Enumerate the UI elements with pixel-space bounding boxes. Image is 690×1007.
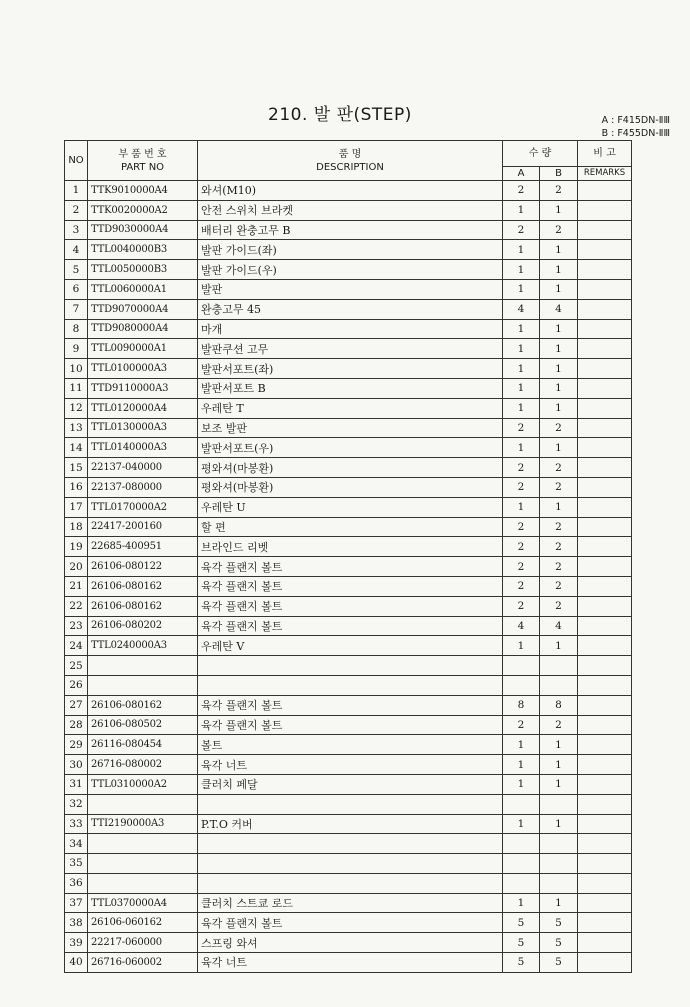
row-number: 12 <box>65 398 88 418</box>
description: 육각 플랜지 볼트 <box>198 913 503 933</box>
remarks <box>578 794 632 814</box>
description: 발판 <box>198 279 503 299</box>
remarks <box>578 933 632 953</box>
qty-a: 1 <box>503 398 540 418</box>
remarks <box>578 200 632 220</box>
header-description-en: DESCRIPTION <box>316 161 384 173</box>
qty-b: 1 <box>540 893 578 913</box>
part-number: TTD9080000A4 <box>88 319 198 339</box>
remarks <box>578 398 632 418</box>
table-row <box>65 893 632 913</box>
qty-a: 2 <box>503 477 540 497</box>
description: P.T.O 커버 <box>198 814 503 834</box>
qty-b: 1 <box>540 339 578 359</box>
qty-a: 4 <box>503 616 540 636</box>
qty-a: 1 <box>503 636 540 656</box>
qty-b: 1 <box>540 319 578 339</box>
qty-a <box>503 794 540 814</box>
description: 육각 플랜지 볼트 <box>198 576 503 596</box>
remarks <box>578 260 632 280</box>
remarks <box>578 576 632 596</box>
qty-a: 1 <box>503 497 540 517</box>
header-description <box>198 141 503 181</box>
row-number: 37 <box>65 893 88 913</box>
qty-a: 1 <box>503 814 540 834</box>
description: 배터리 완충고무 B <box>198 220 503 240</box>
row-number: 39 <box>65 933 88 953</box>
qty-a: 8 <box>503 695 540 715</box>
header-no: NO <box>65 141 88 181</box>
remarks <box>578 458 632 478</box>
part-number: TTD9070000A4 <box>88 299 198 319</box>
table-row <box>65 181 632 201</box>
qty-a: 2 <box>503 557 540 577</box>
part-number: 22217-060000 <box>88 933 198 953</box>
description: 우레탄 T <box>198 398 503 418</box>
qty-b: 1 <box>540 359 578 379</box>
qty-b: 2 <box>540 557 578 577</box>
part-number: 22137-080000 <box>88 477 198 497</box>
qty-a: 4 <box>503 299 540 319</box>
row-number: 38 <box>65 913 88 933</box>
qty-a <box>503 656 540 676</box>
table-row <box>65 735 632 755</box>
qty-a: 5 <box>503 913 540 933</box>
row-number: 24 <box>65 636 88 656</box>
row-number: 18 <box>65 517 88 537</box>
description: 발판서포트(좌) <box>198 359 503 379</box>
row-number: 33 <box>65 814 88 834</box>
row-number: 20 <box>65 557 88 577</box>
part-number: 26106-080162 <box>88 695 198 715</box>
table-row <box>65 398 632 418</box>
qty-a: 1 <box>503 200 540 220</box>
description: 클러치 스트쿄 로드 <box>198 893 503 913</box>
part-number <box>88 854 198 874</box>
table-row <box>65 576 632 596</box>
header-remarks: REMARKS <box>578 167 632 181</box>
table-row <box>65 477 632 497</box>
table-row <box>65 913 632 933</box>
part-number: TTL0040000B3 <box>88 240 198 260</box>
part-number: TTL0170000A2 <box>88 497 198 517</box>
description <box>198 873 503 893</box>
qty-b: 2 <box>540 537 578 557</box>
qty-b: 5 <box>540 933 578 953</box>
row-number: 27 <box>65 695 88 715</box>
table-row <box>65 200 632 220</box>
qty-b: 2 <box>540 596 578 616</box>
row-number: 15 <box>65 458 88 478</box>
qty-a: 5 <box>503 953 540 973</box>
description: 발판 가이드(좌) <box>198 240 503 260</box>
part-number: TTL0140000A3 <box>88 438 198 458</box>
qty-a: 2 <box>503 418 540 438</box>
remarks <box>578 537 632 557</box>
table-row <box>65 458 632 478</box>
row-number: 14 <box>65 438 88 458</box>
description: 마개 <box>198 319 503 339</box>
description: 평와셔(마봉환) <box>198 458 503 478</box>
row-number: 6 <box>65 279 88 299</box>
row-number: 29 <box>65 735 88 755</box>
table-row <box>65 497 632 517</box>
qty-b: 1 <box>540 636 578 656</box>
remarks <box>578 220 632 240</box>
header-part-no-kr: 부 품 번 호 <box>118 148 167 160</box>
qty-b: 2 <box>540 220 578 240</box>
header-part-no-en: PART NO <box>120 161 165 173</box>
model-a-label: A : F415DN-ⅡⅢ <box>601 115 670 126</box>
qty-b <box>540 854 578 874</box>
remarks <box>578 814 632 834</box>
qty-a: 1 <box>503 438 540 458</box>
remarks <box>578 378 632 398</box>
description: 육각 플랜지 볼트 <box>198 616 503 636</box>
table-row <box>65 537 632 557</box>
qty-a: 1 <box>503 378 540 398</box>
table-row <box>65 755 632 775</box>
description: 우레탄 U <box>198 497 503 517</box>
part-number: 26116-080454 <box>88 735 198 755</box>
table-row <box>65 854 632 874</box>
qty-b: 1 <box>540 735 578 755</box>
part-number: 26106-060162 <box>88 913 198 933</box>
table-row <box>65 240 632 260</box>
table-row <box>65 220 632 240</box>
table-row <box>65 814 632 834</box>
part-number: TTL0310000A2 <box>88 774 198 794</box>
qty-a: 1 <box>503 893 540 913</box>
row-number: 1 <box>65 181 88 201</box>
qty-b: 2 <box>540 477 578 497</box>
table-row <box>65 319 632 339</box>
remarks <box>578 339 632 359</box>
remarks <box>578 181 632 201</box>
remarks <box>578 359 632 379</box>
qty-b: 2 <box>540 715 578 735</box>
part-number: TTL0120000A4 <box>88 398 198 418</box>
remarks <box>578 636 632 656</box>
description: 우레탄 V <box>198 636 503 656</box>
description: 안전 스위치 브라켓 <box>198 200 503 220</box>
row-number: 11 <box>65 378 88 398</box>
qty-b <box>540 794 578 814</box>
remarks <box>578 913 632 933</box>
qty-b: 2 <box>540 576 578 596</box>
row-number: 40 <box>65 953 88 973</box>
row-number: 31 <box>65 774 88 794</box>
description: 보조 발판 <box>198 418 503 438</box>
row-number: 26 <box>65 675 88 695</box>
table-row <box>65 260 632 280</box>
description: 스프링 와셔 <box>198 933 503 953</box>
table-row <box>65 596 632 616</box>
row-number: 19 <box>65 537 88 557</box>
part-number: TTD9110000A3 <box>88 378 198 398</box>
description: 완충고무 45 <box>198 299 503 319</box>
qty-a: 1 <box>503 359 540 379</box>
row-number: 21 <box>65 576 88 596</box>
part-number: TTL0100000A3 <box>88 359 198 379</box>
remarks <box>578 319 632 339</box>
part-number: 22417-200160 <box>88 517 198 537</box>
table-row <box>65 774 632 794</box>
part-number: TTL0370000A4 <box>88 893 198 913</box>
qty-b: 1 <box>540 260 578 280</box>
qty-b <box>540 675 578 695</box>
part-number: TTL0050000B3 <box>88 260 198 280</box>
row-number: 22 <box>65 596 88 616</box>
part-number: 22137-040000 <box>88 458 198 478</box>
remarks <box>578 240 632 260</box>
qty-a <box>503 854 540 874</box>
remarks <box>578 715 632 735</box>
description <box>198 834 503 854</box>
table-row <box>65 418 632 438</box>
description: 육각 플랜지 볼트 <box>198 596 503 616</box>
row-number: 35 <box>65 854 88 874</box>
part-number: 26106-080202 <box>88 616 198 636</box>
qty-a: 2 <box>503 458 540 478</box>
row-number: 36 <box>65 873 88 893</box>
remarks <box>578 656 632 676</box>
parts-table <box>64 140 632 973</box>
description <box>198 794 503 814</box>
description: 와셔(M10) <box>198 181 503 201</box>
model-legend <box>602 114 670 140</box>
row-number: 9 <box>65 339 88 359</box>
part-number <box>88 834 198 854</box>
part-number: TTI2190000A3 <box>88 814 198 834</box>
table-row <box>65 873 632 893</box>
qty-b: 1 <box>540 755 578 775</box>
remarks <box>578 695 632 715</box>
qty-b <box>540 656 578 676</box>
description: 클러치 페달 <box>198 774 503 794</box>
table-row <box>65 834 632 854</box>
qty-b: 1 <box>540 774 578 794</box>
part-number <box>88 656 198 676</box>
row-number: 25 <box>65 656 88 676</box>
row-number: 30 <box>65 755 88 775</box>
qty-a: 1 <box>503 774 540 794</box>
row-number: 5 <box>65 260 88 280</box>
description: 육각 너트 <box>198 953 503 973</box>
description: 육각 플랜지 볼트 <box>198 695 503 715</box>
header-remarks-kr: 비 고 <box>578 141 632 167</box>
table-row <box>65 636 632 656</box>
row-number: 3 <box>65 220 88 240</box>
qty-b: 2 <box>540 418 578 438</box>
remarks <box>578 596 632 616</box>
header-qty: 수 량 <box>503 141 578 167</box>
part-number: TTK0020000A2 <box>88 200 198 220</box>
row-number: 2 <box>65 200 88 220</box>
qty-b: 2 <box>540 458 578 478</box>
description: 발판서포트(우) <box>198 438 503 458</box>
remarks <box>578 438 632 458</box>
table-row <box>65 695 632 715</box>
qty-b <box>540 834 578 854</box>
row-number: 32 <box>65 794 88 814</box>
table-row <box>65 675 632 695</box>
remarks <box>578 418 632 438</box>
row-number: 34 <box>65 834 88 854</box>
qty-a: 2 <box>503 715 540 735</box>
description: 볼트 <box>198 735 503 755</box>
page-title: 210. 발 판(STEP) <box>268 105 412 125</box>
part-number: 26106-080162 <box>88 576 198 596</box>
table-row <box>65 794 632 814</box>
qty-a: 1 <box>503 735 540 755</box>
header-description-kr: 품 명 <box>338 148 362 160</box>
qty-b: 1 <box>540 398 578 418</box>
remarks <box>578 873 632 893</box>
qty-b: 1 <box>540 814 578 834</box>
qty-b: 1 <box>540 497 578 517</box>
qty-a: 1 <box>503 319 540 339</box>
qty-b: 1 <box>540 279 578 299</box>
remarks <box>578 616 632 636</box>
qty-b: 4 <box>540 299 578 319</box>
table-row <box>65 557 632 577</box>
part-number: 26106-080162 <box>88 596 198 616</box>
remarks <box>578 953 632 973</box>
qty-b: 1 <box>540 200 578 220</box>
remarks <box>578 774 632 794</box>
part-number: TTL0090000A1 <box>88 339 198 359</box>
model-b-label: B : F455DN-ⅡⅢ <box>601 128 670 139</box>
qty-a <box>503 873 540 893</box>
qty-b: 2 <box>540 181 578 201</box>
part-number: TTL0060000A1 <box>88 279 198 299</box>
qty-a: 1 <box>503 260 540 280</box>
part-number <box>88 873 198 893</box>
part-number: 26106-080502 <box>88 715 198 735</box>
qty-a: 1 <box>503 339 540 359</box>
qty-b <box>540 873 578 893</box>
qty-a: 2 <box>503 181 540 201</box>
row-number: 8 <box>65 319 88 339</box>
qty-b: 1 <box>540 240 578 260</box>
table-row <box>65 359 632 379</box>
remarks <box>578 755 632 775</box>
qty-a: 5 <box>503 933 540 953</box>
table-row <box>65 339 632 359</box>
remarks <box>578 299 632 319</box>
part-number <box>88 675 198 695</box>
header-qty-a: A <box>503 167 540 181</box>
description: 발판서포트 B <box>198 378 503 398</box>
part-number: TTL0240000A3 <box>88 636 198 656</box>
table-row <box>65 656 632 676</box>
remarks <box>578 517 632 537</box>
row-number: 4 <box>65 240 88 260</box>
part-number: 26716-060002 <box>88 953 198 973</box>
qty-a: 2 <box>503 537 540 557</box>
table-row <box>65 438 632 458</box>
remarks <box>578 893 632 913</box>
description: 육각 너트 <box>198 755 503 775</box>
part-number: 22685-400951 <box>88 537 198 557</box>
remarks <box>578 477 632 497</box>
row-number: 16 <box>65 477 88 497</box>
table-row <box>65 299 632 319</box>
qty-a: 2 <box>503 517 540 537</box>
header-part-no <box>88 141 198 181</box>
remarks <box>578 735 632 755</box>
description: 육각 플랜지 볼트 <box>198 715 503 735</box>
qty-b: 2 <box>540 517 578 537</box>
qty-b: 5 <box>540 953 578 973</box>
description: 브라인드 리벳 <box>198 537 503 557</box>
table-row <box>65 517 632 537</box>
row-number: 13 <box>65 418 88 438</box>
remarks <box>578 675 632 695</box>
description: 할 편 <box>198 517 503 537</box>
qty-a: 1 <box>503 240 540 260</box>
description: 발판 가이드(우) <box>198 260 503 280</box>
qty-a: 2 <box>503 220 540 240</box>
table-row <box>65 279 632 299</box>
part-number: TTL0130000A3 <box>88 418 198 438</box>
header-qty-b: B <box>540 167 578 181</box>
table-row <box>65 715 632 735</box>
qty-a: 1 <box>503 755 540 775</box>
description: 발판쿠션 고무 <box>198 339 503 359</box>
remarks <box>578 497 632 517</box>
part-number: 26716-080002 <box>88 755 198 775</box>
qty-a: 1 <box>503 279 540 299</box>
remarks <box>578 279 632 299</box>
qty-a: 2 <box>503 596 540 616</box>
table-row <box>65 616 632 636</box>
qty-a <box>503 834 540 854</box>
table-row <box>65 378 632 398</box>
part-number: 26106-080122 <box>88 557 198 577</box>
description: 육각 플랜지 볼트 <box>198 557 503 577</box>
row-number: 7 <box>65 299 88 319</box>
row-number: 28 <box>65 715 88 735</box>
remarks <box>578 854 632 874</box>
qty-a <box>503 675 540 695</box>
qty-b: 8 <box>540 695 578 715</box>
row-number: 10 <box>65 359 88 379</box>
table-row <box>65 933 632 953</box>
description <box>198 656 503 676</box>
part-number <box>88 794 198 814</box>
description <box>198 854 503 874</box>
description <box>198 675 503 695</box>
qty-a: 2 <box>503 576 540 596</box>
qty-b: 1 <box>540 438 578 458</box>
qty-b: 4 <box>540 616 578 636</box>
part-number: TTD9030000A4 <box>88 220 198 240</box>
qty-b: 5 <box>540 913 578 933</box>
table-row <box>65 953 632 973</box>
qty-b: 1 <box>540 378 578 398</box>
row-number: 23 <box>65 616 88 636</box>
description: 평와셔(마봉환) <box>198 477 503 497</box>
remarks <box>578 834 632 854</box>
row-number: 17 <box>65 497 88 517</box>
remarks <box>578 557 632 577</box>
part-number: TTK9010000A4 <box>88 181 198 201</box>
